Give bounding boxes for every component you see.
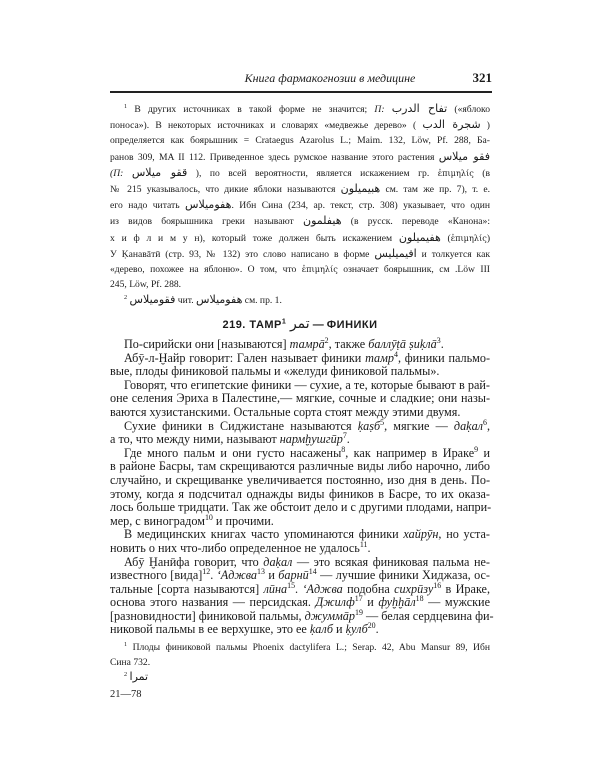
italic-term: баллӯṭā ṣиḳлā (368, 337, 437, 351)
text-line (110, 335, 490, 352)
italic-term: Джилф (315, 595, 355, 610)
footnotes-bottom (110, 641, 490, 686)
text-line (110, 246, 490, 262)
text-line (110, 596, 490, 610)
heading-rest: — ФИНИКИ (309, 319, 378, 331)
text-run: . (375, 622, 379, 637)
text-run: (в (473, 167, 491, 179)
text-line (110, 623, 490, 637)
footnote-ref: 18 (415, 594, 424, 604)
footnote-ref: 19 (354, 607, 363, 617)
italic-term: П: (374, 104, 385, 115)
text-run: и (362, 595, 379, 610)
text-line (110, 197, 490, 213)
text-run: . (367, 540, 371, 555)
text-line (110, 230, 490, 246)
footnotes-top (110, 101, 490, 309)
text-run: , финики пальмо- (397, 350, 490, 365)
text-run: чит. (175, 295, 197, 307)
text-line (110, 670, 490, 686)
text-line (110, 117, 490, 133)
italic-term: ḳулб (345, 622, 368, 637)
text-line (110, 213, 490, 229)
text-run: — мужские (423, 595, 490, 610)
text-run: основа этого названия — персидская. (110, 595, 316, 610)
text-run: — лучшие финики Хиджаза, ос- (316, 568, 490, 583)
footnote-ref: 15 (287, 580, 296, 590)
text-run: Говорят, что египетские финики — сухие, а те, которые бывают в рай- (124, 377, 490, 392)
arabic-text: فقوميلاس (129, 293, 176, 307)
footnote-ref: 11 (359, 539, 368, 549)
italic-term: джуммāр (304, 608, 355, 623)
footnote-ref: 13 (257, 567, 265, 577)
text-run: и (333, 622, 346, 637)
text-run: , также (328, 337, 369, 351)
running-header-title: Книга фармакогнозии в медицине (244, 71, 416, 85)
footnote-ref: 20 (367, 621, 376, 631)
text-run: определяется как боярышник = Crataegus Azarolus L.; Maim. 132, Löw, Pf. 288, Ба- (110, 135, 490, 147)
italic-term: нармḫушгӣр (279, 432, 343, 447)
text-run: ) (480, 120, 490, 132)
text-run: и прочими. (212, 513, 274, 528)
text-run: В медицинских книгах часто упоминаются финики (124, 527, 404, 542)
text-run: . Ибн Сина (234, ар. текст, стр. 308) указывает, что один (231, 200, 490, 212)
text-run: случайно, и скрещиванке увеличивается постоянно, изо дня в день. По- (110, 472, 490, 487)
italic-term: даḳал (263, 554, 293, 569)
text-run: вые, плоды финиковой пальмы и «желуди финиковой пальмы». (110, 364, 440, 379)
text-run: но уста- (441, 527, 490, 542)
footnote-ref: 10 (204, 512, 213, 522)
text-run: — белая сердцевина фи- (362, 608, 494, 623)
text-line (110, 460, 490, 474)
text-run: означает боярышник, см .Löw III (337, 264, 490, 276)
footnote-ref: 2 (124, 670, 128, 678)
footnote-ref: 17 (354, 594, 363, 604)
text-run: а то, что между ними, называют (110, 432, 280, 447)
text-run: (в русск. переводе «Канона»: (341, 216, 491, 228)
text-run: . (346, 432, 350, 447)
text-line (110, 444, 491, 461)
text-run: Плоды финиковой пальмы Phoenix dactylifera L.; Serap. 42, Abu Mansur 89, Ибн (127, 642, 490, 653)
text-run: ), по всей вероятности, является искажением гр. (187, 167, 438, 179)
text-run: см. пр. 1. (242, 295, 282, 307)
text-line (110, 349, 490, 366)
greek-text: ἐπιμηλίς (301, 264, 338, 275)
text-line (110, 181, 490, 197)
text-run: , (486, 418, 491, 433)
header-rule (110, 91, 492, 93)
arabic-text: تمرا (129, 670, 149, 683)
text-run: ранов 309, MA II 112. Приведенное здесь румское название этого растения (110, 151, 439, 163)
footnote-ref: 3 (436, 335, 441, 345)
text-run: , как например в Ираке (345, 445, 475, 460)
heading-arabic: تمر (289, 316, 310, 332)
text-line (110, 474, 490, 488)
text-run: лось больше тридцати. Так же обстоит дело и с другими плодами, напри- (110, 500, 492, 515)
text-run: ( (440, 232, 451, 244)
text-run: тальные [сорта называются] (110, 581, 264, 596)
footnote-ref: 14 (308, 567, 317, 577)
greek-text: ἐπιμηλίς (437, 167, 474, 178)
arabic-text: فقو ميلاس (438, 149, 490, 163)
text-run: («яблоко (447, 104, 490, 115)
text-line (110, 433, 490, 447)
text-run: В других источниках в такой форме не значится; (127, 104, 375, 115)
body-text (110, 335, 494, 637)
text-line (110, 292, 490, 308)
text-run: «дерево, похожее на яблоню». О том, что (110, 264, 302, 276)
text-line (110, 539, 490, 556)
text-line (110, 528, 490, 542)
text-line (110, 379, 490, 393)
footnote-ref: 1 (124, 102, 128, 110)
page-number: 321 (472, 70, 492, 85)
text-run: Сухие финики в Сиджистане называются (124, 418, 358, 433)
text-line (110, 656, 490, 671)
text-run: Где много пальм и они густо насажены (124, 445, 342, 460)
text-run (385, 104, 392, 115)
text-line (110, 165, 490, 181)
footnote-ref: 2 (124, 294, 128, 302)
arabic-text: هيفلمون (302, 214, 342, 228)
text-line (110, 133, 490, 148)
text-line (110, 392, 490, 406)
footnote-ref: 6 (483, 417, 487, 427)
footnote-ref: 2 (324, 335, 329, 345)
text-run: По-сирийски они [называются] (124, 337, 290, 351)
text-run: У Ḳанавāтӣ (стр. 93, № 132) это слово написано в форме (110, 248, 375, 260)
text-run: и (264, 568, 279, 583)
text-run: оне селения Эриха в Палестине,— мягкие, сочные и сладкие; они назы- (110, 391, 490, 406)
text-line (110, 149, 490, 165)
text-line (110, 277, 490, 292)
italic-term: тамр (365, 350, 394, 365)
arabic-text: افيميليس (374, 246, 417, 260)
text-run: , мягкие — (384, 418, 454, 433)
text-run: никовой пальмы в ее верхушке, это ее (110, 622, 310, 637)
footnote-ref: 16 (433, 580, 442, 590)
greek-text: ἐπιμηλίς (450, 232, 487, 243)
italic-term: сихрӣзу (394, 581, 434, 596)
italic-term: лӣна (263, 581, 288, 596)
italic-term: ʻАджва (216, 568, 257, 583)
text-run: № 215 указывалось, что дикие яблоки называются (110, 184, 341, 196)
text-line (110, 101, 490, 117)
italic-term: тамрā (289, 337, 325, 351)
italic-term: ḳалб (309, 622, 333, 637)
text-run: — это всякая финиковая пальма не- (292, 554, 490, 569)
footnote-ref: 9 (474, 444, 479, 454)
text-run: 245, Löw, Pf. 288. (110, 279, 182, 291)
arabic-text: هبيميلون (340, 182, 381, 196)
text-run: . (295, 581, 303, 596)
text-run: Абӯ-л-Ḫайр говорит: Гален называет финики (124, 350, 366, 365)
heading-footnote-ref: 1 (281, 317, 287, 326)
italic-term: хайрӯн, (403, 527, 442, 542)
text-run: новить о них что-либо определенное не удалось (110, 540, 360, 555)
arabic-text: تفاح الدرب (391, 102, 448, 115)
text-run: [разновидности] финиковой пальмы, (110, 608, 305, 623)
arabic-text: شجرة الدب (422, 118, 481, 132)
text-run: мер, с виноградом (110, 513, 205, 528)
italic-term: ḳаṣб (357, 418, 381, 433)
text-run (123, 168, 132, 179)
italic-term: даḳал (453, 418, 483, 433)
text-run: этому, когда я подсчитал однажды виды фиников в Басре, то их оказа- (110, 486, 490, 501)
text-run: х и ф л и м у н), который тоже должен быть искажением (110, 232, 399, 244)
footnote-ref: 12 (202, 567, 211, 577)
text-line (110, 641, 490, 656)
footnote-ref: 7 (342, 431, 347, 441)
italic-term: барнӣ (278, 568, 309, 583)
text-line (110, 488, 490, 502)
arabic-text: ققو ميلاس (131, 165, 188, 179)
text-run: поноса»). В некоторых источниках и словарях «медвежье дерево» ( (110, 120, 423, 132)
italic-term: (П: (110, 167, 124, 179)
text-run: . (210, 568, 217, 583)
printer-signature: 21—78 (110, 689, 142, 700)
text-line (110, 262, 490, 277)
text-run: и (478, 445, 491, 460)
footnote-ref: 4 (394, 349, 398, 359)
section-heading (110, 316, 490, 333)
text-line (110, 365, 490, 379)
footnote-ref: 5 (380, 417, 385, 427)
text-run: в Ираке, (441, 581, 491, 596)
footnote-ref: 1 (124, 640, 128, 648)
arabic-text: هفوميلاس (196, 293, 243, 307)
text-line (110, 406, 490, 420)
text-run: Сина 732. (110, 656, 151, 668)
arabic-text: هفوميلاس (185, 198, 232, 212)
text-run: ваются хузистанскими. Остальные сорта стоят между этими двумя. (110, 404, 461, 419)
text-run: и толкуется как (416, 248, 490, 260)
text-line (110, 512, 490, 529)
text-run: из видов боярышника греки называют (110, 216, 303, 228)
text-run: его надо читать (110, 200, 186, 212)
text-run: известного [вида] (110, 568, 203, 583)
text-run: см. там же пр. 7), т. е. (380, 184, 490, 196)
text-run: Абӯ Ḫанӣфа говорит, что (124, 554, 264, 569)
heading-number-title: 219. ТАМР (222, 319, 282, 331)
text-run: . (440, 337, 444, 351)
text-line (110, 501, 490, 515)
italic-term: ʻАджва (302, 581, 343, 596)
arabic-text: هفيميلون (398, 230, 441, 244)
text-run: в районе Басры, там скрещиваются различные виды либо нарочно, либо (110, 459, 490, 474)
footnote-ref: 8 (341, 444, 346, 454)
text-run: ) (486, 232, 491, 244)
text-run: подобна (342, 581, 395, 596)
italic-term: фуḫḫāл (378, 595, 416, 610)
